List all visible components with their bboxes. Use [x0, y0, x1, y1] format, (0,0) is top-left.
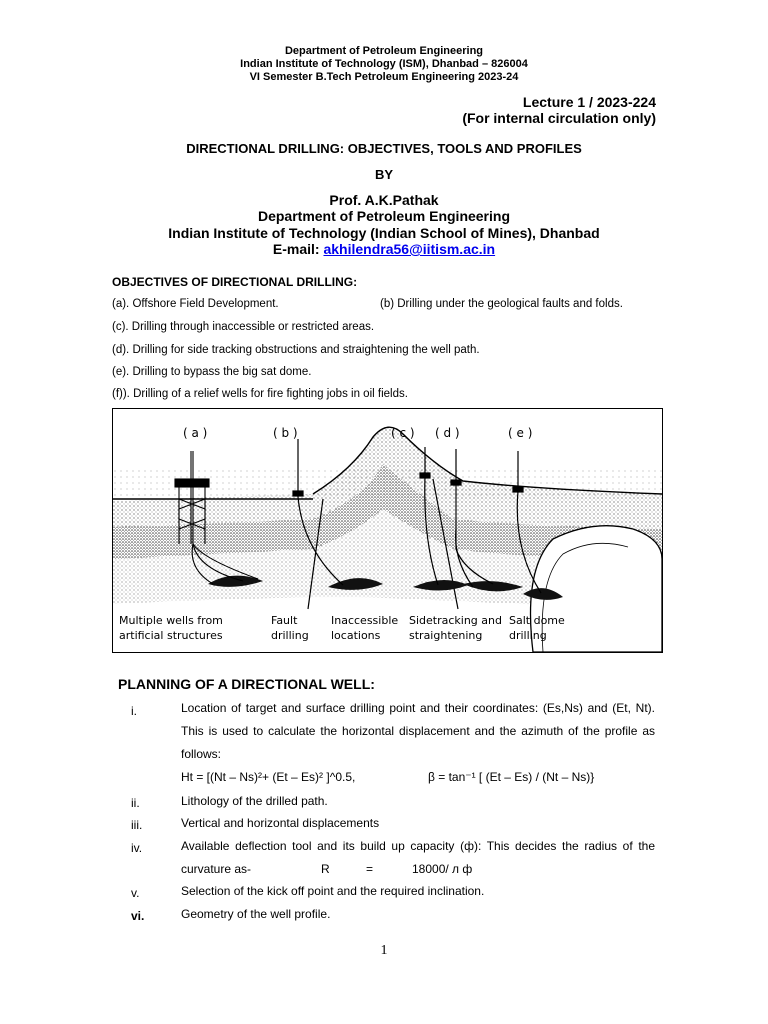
- radius-formula: 18000/ л ф: [412, 862, 473, 876]
- planning-item-i: Location of target and surface drilling point and their coordinates: (Es,Ns) and (Et, Nt). This is used to calculate the horizontal displacement and the azimuth of the profile as follows:: [181, 701, 655, 761]
- page-number: 1: [380, 943, 388, 958]
- title-by: BY: [374, 167, 394, 182]
- caption-c-line2: locations: [331, 629, 381, 642]
- lecture-number: Lecture 1 / 2023-224: [522, 94, 656, 110]
- circulation-note: (For internal circulation only): [462, 110, 656, 126]
- item-number: ii.: [131, 796, 140, 810]
- author-email-line: [0, 241, 768, 258]
- caption-a-line1: Multiple wells from: [119, 614, 223, 627]
- planning-item-iii: Vertical and horizontal displacements: [181, 816, 380, 830]
- header-institute: Indian Institute of Technology (ISM), Dhanbad – 826004: [240, 58, 528, 70]
- email-link[interactable]: akhilendra56@iitism.ac.in: [323, 241, 496, 257]
- header-department: Department of Petroleum Engineering: [284, 45, 484, 57]
- author-department: Department of Petroleum Engineering: [257, 208, 511, 224]
- objective-e: (e). Drilling to bypass the big sat dome.: [112, 366, 312, 378]
- planning-item-ii: Lithology of the drilled path.: [181, 794, 328, 808]
- radius-equals: =: [366, 862, 374, 876]
- planning-item-vi: Geometry of the well profile.: [181, 907, 331, 921]
- geology-illustration: [113, 409, 662, 652]
- caption-a-line2: artificial structures: [119, 629, 223, 642]
- objective-c: (c). Drilling through inaccessible or restricted areas.: [112, 321, 375, 333]
- figure-label-b: ( b ): [273, 426, 298, 440]
- caption-c-line1: Inaccessible: [331, 614, 399, 627]
- caption-b-line1: Fault: [271, 614, 298, 627]
- figure-label-e: ( e ): [508, 426, 533, 440]
- figure-label-d: ( d ): [435, 426, 460, 440]
- radius-symbol: R: [321, 862, 330, 876]
- objective-b: (b) Drilling under the geological faults and folds.: [380, 298, 623, 310]
- caption-d-line2: straightening: [409, 629, 483, 642]
- objective-d: (d). Drilling for side tracking obstructions and straightening the well path.: [112, 344, 480, 356]
- planning-item-v: Selection of the kick off point and the required inclination.: [181, 884, 485, 898]
- item-number: vi.: [131, 909, 145, 923]
- planning-item-iv: Available deflection tool and its build up capacity (ф): This decides the radius of the curvature as-: [181, 839, 655, 876]
- directional-drilling-figure: [112, 408, 663, 653]
- item-number: iii.: [131, 818, 143, 832]
- caption-d-line1: Sidetracking and: [409, 614, 502, 627]
- header-semester: VI Semester B.Tech Petroleum Engineering 2023-24: [249, 71, 519, 83]
- objective-f: (f)). Drilling of a relief wells for fire fighting jobs in oil fields.: [112, 388, 408, 400]
- objectives-heading: OBJECTIVES OF DIRECTIONAL DRILLING:: [112, 275, 358, 289]
- item-number: iv.: [131, 841, 143, 855]
- figure-label-c: ( c ): [391, 426, 415, 440]
- author-name: Prof. A.K.Pathak: [329, 192, 439, 208]
- formula-azimuth: β = tan⁻¹ [ (Et – Es) / (Nt – Ns)}: [428, 770, 595, 784]
- caption-e-line2: drilling: [509, 629, 547, 642]
- formula-horizontal-displacement: Ht = [(Nt – Ns)²+ (Et – Es)² ]^0.5,: [181, 770, 356, 784]
- email-label: E-mail:: [272, 241, 324, 257]
- author-institute: Indian Institute of Technology (Indian School of Mines), Dhanbad: [168, 225, 600, 241]
- planning-heading: PLANNING OF A DIRECTIONAL WELL:: [118, 676, 375, 692]
- caption-e-line1: Salt dome: [509, 614, 565, 627]
- item-number: i.: [131, 704, 137, 718]
- document-title: DIRECTIONAL DRILLING: OBJECTIVES, TOOLS AND PROFILES: [186, 141, 582, 156]
- caption-b-line2: drilling: [271, 629, 309, 642]
- figure-label-a: ( a ): [183, 426, 208, 440]
- objective-a: (a). Offshore Field Development.: [112, 298, 279, 310]
- item-number: v.: [131, 886, 140, 900]
